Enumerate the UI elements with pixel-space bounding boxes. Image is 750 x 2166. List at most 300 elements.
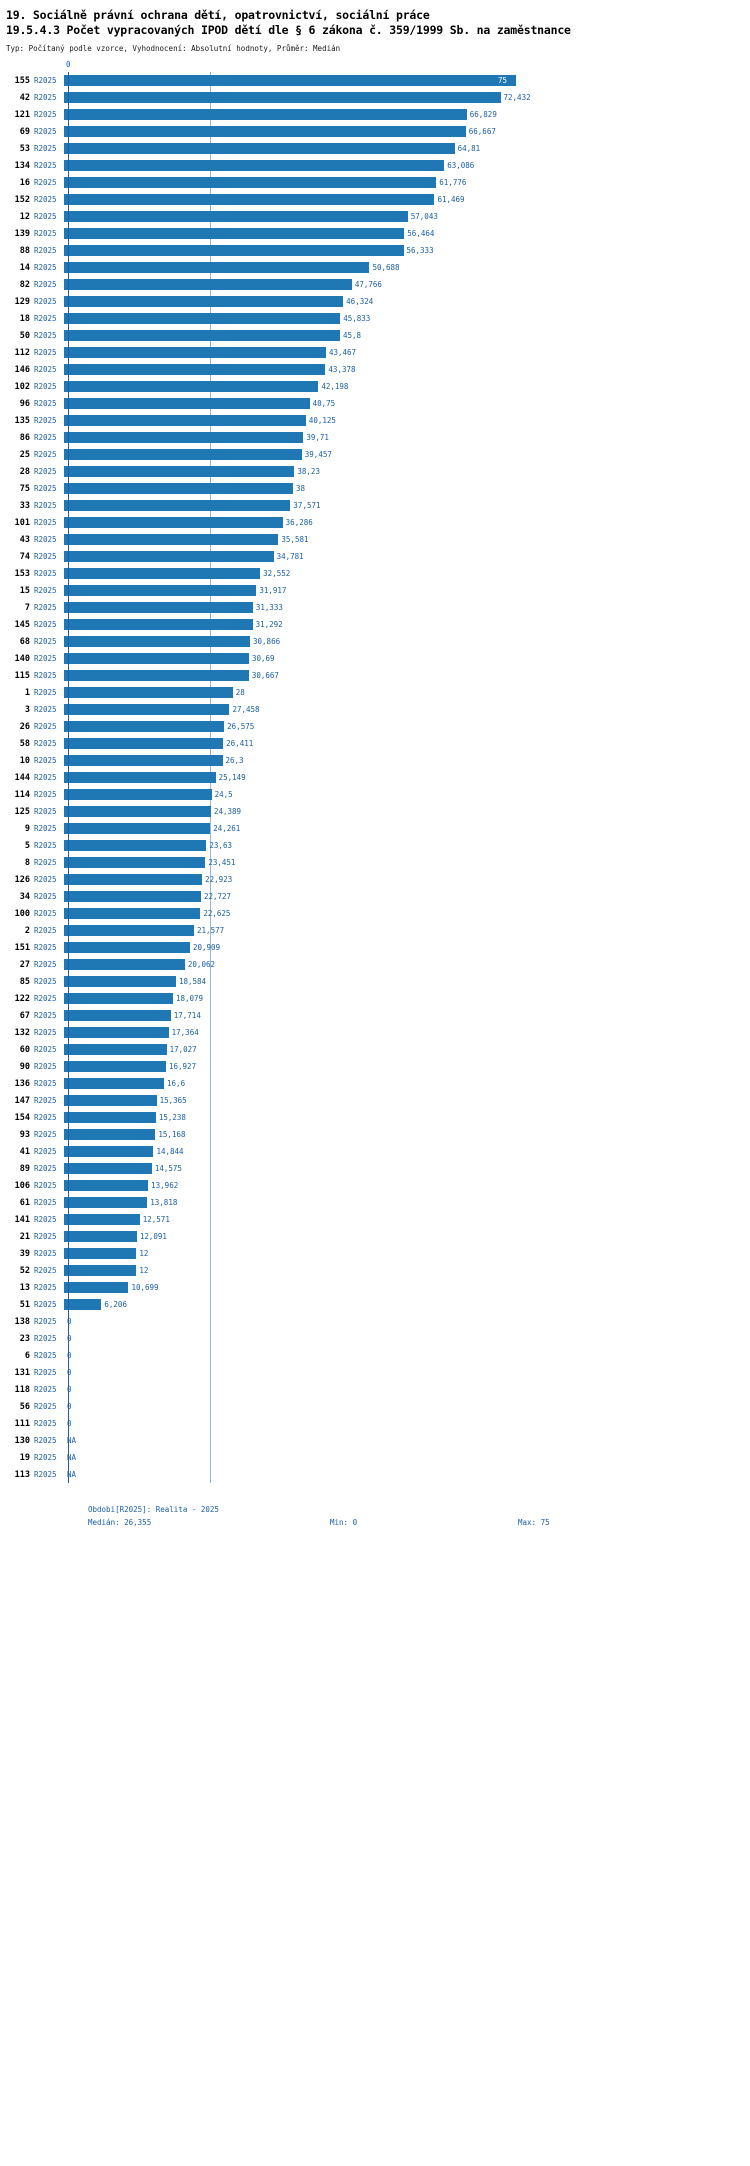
- bar: [64, 211, 408, 222]
- bar-category-label: 125: [14, 806, 30, 817]
- bar-value-label: 34,781: [276, 552, 304, 561]
- bar-row: [0, 786, 750, 803]
- bar: [64, 160, 444, 171]
- bar-row: [0, 820, 750, 837]
- bar-row: [0, 1109, 750, 1126]
- bar: [64, 653, 249, 664]
- bar-series-label: R2025: [34, 1079, 57, 1088]
- bar-row: [0, 1415, 750, 1432]
- bar-value-label: 32,552: [263, 569, 291, 578]
- bar-track: [64, 327, 750, 344]
- bar: [64, 1231, 137, 1242]
- bar-row: [0, 616, 750, 633]
- bar-series-label: R2025: [34, 790, 57, 799]
- bar-track: [64, 701, 750, 718]
- bar-category-label: 115: [14, 670, 30, 681]
- bar-row: [0, 1058, 750, 1075]
- bar-value-label: 46,324: [346, 297, 374, 306]
- bar: [64, 636, 250, 647]
- bar-value-label: 12,571: [142, 1215, 170, 1224]
- bar-series-label: R2025: [34, 841, 57, 850]
- bar-row: [0, 191, 750, 208]
- bar-value-label: 6,206: [104, 1300, 127, 1309]
- bar: [64, 330, 340, 341]
- bar-category-label: 19: [19, 1452, 30, 1463]
- bar-category-label: 135: [14, 415, 30, 426]
- bar-series-label: R2025: [34, 688, 57, 697]
- bar-category-label: 68: [19, 636, 30, 647]
- bar-track: [64, 922, 750, 939]
- bar-value-label: 16,6: [167, 1079, 186, 1088]
- bar-category-label: 153: [14, 568, 30, 579]
- bar-category-label: 43: [19, 534, 30, 545]
- bar-value-label: 21,577: [197, 926, 225, 935]
- bar-row: [0, 1330, 750, 1347]
- bar-value-label: 28: [235, 688, 245, 697]
- bar: [64, 1248, 136, 1259]
- chart-header: [0, 0, 750, 54]
- bar: [64, 1197, 147, 1208]
- bar-row: [0, 922, 750, 939]
- min-label: Min: 0: [330, 1518, 358, 1527]
- bar-row: [0, 650, 750, 667]
- bar-category-label: 52: [19, 1265, 30, 1276]
- bar: [64, 704, 229, 715]
- bar-track: [64, 1381, 750, 1398]
- bar-value-label: 75: [498, 76, 508, 85]
- bar-series-label: R2025: [34, 1470, 57, 1479]
- bar-row: [0, 752, 750, 769]
- bar: [64, 942, 190, 953]
- bar: [64, 602, 253, 613]
- bar-value-label: 0: [67, 1334, 72, 1343]
- bar-track: [64, 769, 750, 786]
- bar-category-label: 118: [14, 1384, 30, 1395]
- bar-category-label: 5: [24, 840, 30, 851]
- bar-track: [64, 1449, 750, 1466]
- bar-track: [64, 208, 750, 225]
- bar-track: [64, 1347, 750, 1364]
- bar-track: [64, 1143, 750, 1160]
- bar-row: [0, 905, 750, 922]
- bar-row: [0, 259, 750, 276]
- bar-track: [64, 1364, 750, 1381]
- bar-series-label: R2025: [34, 960, 57, 969]
- bar-value-label: 39,457: [304, 450, 332, 459]
- x-axis-ticks: [0, 60, 750, 72]
- bar: [64, 670, 249, 681]
- bar-value-label: 15,365: [159, 1096, 187, 1105]
- bar-value-label: 15,168: [158, 1130, 186, 1139]
- bar: [64, 92, 501, 103]
- bar-series-label: R2025: [34, 824, 57, 833]
- bar: [64, 1146, 153, 1157]
- bar-value-label: 38: [296, 484, 306, 493]
- bar-value-label: 12: [139, 1249, 149, 1258]
- bar: [64, 245, 404, 256]
- bar-track: [64, 1415, 750, 1432]
- bar-row: [0, 123, 750, 140]
- bar-series-label: R2025: [34, 399, 57, 408]
- bar-row: [0, 276, 750, 293]
- bar-row: [0, 395, 750, 412]
- bar-track: [64, 191, 750, 208]
- bar-category-label: 33: [19, 500, 30, 511]
- bar-series-label: R2025: [34, 892, 57, 901]
- bar-category-label: 132: [14, 1027, 30, 1038]
- bar-value-label: 25,149: [218, 773, 246, 782]
- bar-row: [0, 446, 750, 463]
- bar-row: [0, 480, 750, 497]
- bar-category-label: 50: [19, 330, 30, 341]
- bar-value-label: 20,909: [193, 943, 221, 952]
- bar-value-label: 40,125: [308, 416, 336, 425]
- bar-category-label: 15: [19, 585, 30, 596]
- bar-track: [64, 1296, 750, 1313]
- bar-value-label: 20,062: [187, 960, 215, 969]
- bar-track: [64, 548, 750, 565]
- bar: [64, 891, 201, 902]
- bar-row: [0, 140, 750, 157]
- bar-row: [0, 990, 750, 1007]
- bar-category-label: 53: [19, 143, 30, 154]
- bar: [64, 534, 278, 545]
- bar-series-label: R2025: [34, 161, 57, 170]
- bar: [64, 806, 211, 817]
- bar-row: [0, 939, 750, 956]
- bar: [64, 789, 212, 800]
- bar-track: [64, 854, 750, 871]
- bar-series-label: R2025: [34, 263, 57, 272]
- bar-row: [0, 1364, 750, 1381]
- bar-value-label: 15,238: [158, 1113, 186, 1122]
- bar-value-label: 43,467: [328, 348, 357, 357]
- bar: [64, 1095, 157, 1106]
- bar-row: [0, 1177, 750, 1194]
- bar-category-label: 58: [19, 738, 30, 749]
- bar-value-label: 22,923: [205, 875, 233, 884]
- bar-track: [64, 1041, 750, 1058]
- bar-series-label: R2025: [34, 569, 57, 578]
- bar-row: [0, 684, 750, 701]
- bar-value-label: NA: [67, 1436, 77, 1445]
- bar-category-label: 93: [19, 1129, 30, 1140]
- bar-row: [0, 565, 750, 582]
- bar-series-label: R2025: [34, 93, 57, 102]
- bar-value-label: 0: [67, 1317, 72, 1326]
- bar-series-label: R2025: [34, 1164, 57, 1173]
- bar-track: [64, 276, 750, 293]
- bar: [64, 1265, 136, 1276]
- bar-track: [64, 1194, 750, 1211]
- bar: [64, 925, 194, 936]
- bar-row: [0, 973, 750, 990]
- bar-category-label: 96: [19, 398, 30, 409]
- bar-value-label: 37,571: [293, 501, 321, 510]
- page-title-line2: 19.5.4.3 Počet vypracovaných IPOD dětí dle § 6 zákona č. 359/1999 Sb. na zaměstnance: [6, 23, 571, 37]
- bar-row: [0, 1466, 750, 1483]
- bar-series-label: R2025: [34, 1368, 57, 1377]
- bar-value-label: 27,458: [232, 705, 260, 714]
- bar-track: [64, 1313, 750, 1330]
- bar: [64, 687, 233, 698]
- bar-track: [64, 531, 750, 548]
- bar-value-label: 30,667: [251, 671, 279, 680]
- bar-value-label: 0: [67, 1368, 72, 1377]
- bar-value-label: 45,833: [343, 314, 371, 323]
- bar-series-label: R2025: [34, 1334, 57, 1343]
- bar-row: [0, 837, 750, 854]
- bar-track: [64, 1160, 750, 1177]
- bar-track: [64, 956, 750, 973]
- bar-track: [64, 905, 750, 922]
- bar-series-label: R2025: [34, 603, 57, 612]
- bar-value-label: 23,63: [209, 841, 232, 850]
- bar-track: [64, 786, 750, 803]
- bar-category-label: 144: [14, 772, 30, 783]
- bar-series-label: R2025: [34, 110, 57, 119]
- bar-value-label: 24,389: [213, 807, 242, 816]
- bar: [64, 517, 283, 528]
- bar: [64, 993, 173, 1004]
- bar-track: [64, 1109, 750, 1126]
- bar-value-label: 61,469: [437, 195, 465, 204]
- bar: [64, 1282, 128, 1293]
- bar-category-label: 151: [14, 942, 30, 953]
- bar: [64, 857, 205, 868]
- bar-track: [64, 1330, 750, 1347]
- bar-category-label: 23: [19, 1333, 30, 1344]
- bar-category-label: 6: [24, 1350, 30, 1361]
- bar: [64, 1129, 155, 1140]
- bar-track: [64, 225, 750, 242]
- bar-row: [0, 1228, 750, 1245]
- bar-value-label: 66,667: [468, 127, 496, 136]
- bar-category-label: 152: [14, 194, 30, 205]
- bar-track: [64, 837, 750, 854]
- stats-row: [88, 1516, 740, 1529]
- bar-series-label: R2025: [34, 297, 57, 306]
- bar: [64, 313, 340, 324]
- bar: [64, 840, 206, 851]
- bar-series-label: R2025: [34, 1266, 57, 1275]
- bar-value-label: 26,3: [225, 756, 244, 765]
- bar-value-label: 45,8: [343, 331, 362, 340]
- x-axis-tick-0: 0: [66, 60, 71, 69]
- bar: [64, 279, 352, 290]
- bar-category-label: 2: [24, 925, 30, 936]
- bar-category-label: 12: [19, 211, 30, 222]
- bar-track: [64, 650, 750, 667]
- bar-series-label: R2025: [34, 586, 57, 595]
- bar-series-label: R2025: [34, 433, 57, 442]
- bar-series-label: R2025: [34, 943, 57, 952]
- bar-track: [64, 1075, 750, 1092]
- bar-track: [64, 1092, 750, 1109]
- bar-track: [64, 1398, 750, 1415]
- bar-series-label: R2025: [34, 1232, 57, 1241]
- bar-value-label: 14,844: [156, 1147, 184, 1156]
- bar-track: [64, 718, 750, 735]
- bar-category-label: 61: [19, 1197, 30, 1208]
- bar-series-label: R2025: [34, 773, 57, 782]
- bar-series-label: R2025: [34, 127, 57, 136]
- bar: [64, 194, 434, 205]
- bar-category-label: 74: [19, 551, 30, 562]
- bar-track: [64, 412, 750, 429]
- bar-row: [0, 208, 750, 225]
- bar-series-label: R2025: [34, 1181, 57, 1190]
- bar-track: [64, 89, 750, 106]
- bar-series-label: R2025: [34, 722, 57, 731]
- bar: [64, 432, 303, 443]
- bar-category-label: 111: [14, 1418, 30, 1429]
- bar-series-label: R2025: [34, 807, 57, 816]
- bar-row: [0, 310, 750, 327]
- bar-series-label: R2025: [34, 1028, 57, 1037]
- bar-row: [0, 1075, 750, 1092]
- bar-value-label: 35,581: [281, 535, 309, 544]
- bar: [64, 1163, 152, 1174]
- bar-series-label: R2025: [34, 1385, 57, 1394]
- bar-track: [64, 157, 750, 174]
- bar-value-label: 40,75: [312, 399, 336, 408]
- bar-category-label: 112: [14, 347, 30, 358]
- bar-value-label: 30,866: [253, 637, 281, 646]
- bar-value-label: 57,043: [410, 212, 438, 221]
- bar: [64, 772, 216, 783]
- bar-row: [0, 429, 750, 446]
- bar-value-label: 23,451: [208, 858, 236, 867]
- bar-series-label: R2025: [34, 875, 57, 884]
- bar-category-label: 13: [19, 1282, 30, 1293]
- bar-row: [0, 633, 750, 650]
- bar: [64, 551, 274, 562]
- bar-track: [64, 939, 750, 956]
- bar-category-label: 86: [19, 432, 30, 443]
- bar-series-label: R2025: [34, 1402, 57, 1411]
- bar-track: [64, 463, 750, 480]
- bar-category-label: 89: [19, 1163, 30, 1174]
- bar: [64, 109, 467, 120]
- bar-row: [0, 225, 750, 242]
- bar-value-label: 16,927: [169, 1062, 197, 1071]
- y-axis-line: [68, 72, 69, 1483]
- bar-category-label: 3: [24, 704, 30, 715]
- bar-track: [64, 310, 750, 327]
- bar-track: [64, 735, 750, 752]
- bar-series-label: R2025: [34, 1419, 57, 1428]
- bar-series-label: R2025: [34, 1436, 57, 1445]
- bar: [64, 1299, 101, 1310]
- bar-row: [0, 1432, 750, 1449]
- bar-value-label: 39,71: [306, 433, 329, 442]
- bar-value-label: 31,917: [259, 586, 287, 595]
- bar-category-label: 26: [19, 721, 30, 732]
- bar-track: [64, 752, 750, 769]
- bar: [64, 755, 223, 766]
- bar-category-label: 85: [19, 976, 30, 987]
- bar: [64, 874, 202, 885]
- bar-category-label: 14: [19, 262, 30, 273]
- bar-track: [64, 1058, 750, 1075]
- bar-row: [0, 1398, 750, 1415]
- bar: [64, 500, 290, 511]
- bar-value-label: NA: [67, 1453, 77, 1462]
- bar-row: [0, 854, 750, 871]
- bar-track: [64, 123, 750, 140]
- bar-series-label: R2025: [34, 926, 57, 935]
- bar-series-label: R2025: [34, 76, 57, 85]
- bar-series-label: R2025: [34, 1453, 57, 1462]
- bar-series-label: R2025: [34, 1351, 57, 1360]
- bar-row: [0, 1279, 750, 1296]
- bar-series-label: R2025: [34, 518, 57, 527]
- bar-category-label: 1: [24, 687, 30, 698]
- bar-row: [0, 667, 750, 684]
- bar-track: [64, 361, 750, 378]
- bar-row: [0, 1449, 750, 1466]
- bar-track: [64, 633, 750, 650]
- max-label: Max: 75: [518, 1518, 550, 1527]
- bar: [64, 585, 256, 596]
- bar-series-label: R2025: [34, 637, 57, 646]
- bar-series-label: R2025: [34, 229, 57, 238]
- bar-row: [0, 1126, 750, 1143]
- bar-track: [64, 871, 750, 888]
- bar-series-label: R2025: [34, 348, 57, 357]
- bar: [64, 449, 302, 460]
- plot-area: [0, 72, 750, 1483]
- bar-row: [0, 1381, 750, 1398]
- bar-track: [64, 72, 750, 89]
- bar-row: [0, 1143, 750, 1160]
- chart-subtitle: Typ: Počítaný podle vzorce, Vyhodnocení: Absolutní hodnoty, Průměr: Medián: [6, 44, 341, 53]
- bar-series-label: R2025: [34, 1215, 57, 1224]
- bar-category-label: 18: [19, 313, 30, 324]
- bar-category-label: 140: [14, 653, 30, 664]
- bar: [64, 1112, 156, 1123]
- bar-value-label: 26,575: [227, 722, 255, 731]
- bar-value-label: 56,333: [406, 246, 434, 255]
- bar-category-label: 101: [14, 517, 30, 528]
- bar-value-label: 22,727: [203, 892, 232, 901]
- bar-series-label: R2025: [34, 1317, 57, 1326]
- bar-track: [64, 1024, 750, 1041]
- bar-track: [64, 446, 750, 463]
- bar-track: [64, 480, 750, 497]
- bar-category-label: 67: [19, 1010, 30, 1021]
- bar-category-label: 122: [14, 993, 30, 1004]
- bar-category-label: 51: [19, 1299, 30, 1310]
- bar-series-label: R2025: [34, 246, 57, 255]
- bar: [64, 1078, 164, 1089]
- bar-category-label: 21: [19, 1231, 30, 1242]
- bar-track: [64, 259, 750, 276]
- bar-row: [0, 1194, 750, 1211]
- bar-series-label: R2025: [34, 705, 57, 714]
- bar: [64, 177, 436, 188]
- bar-track: [64, 582, 750, 599]
- bar-value-label: 63,086: [447, 161, 475, 170]
- bar-value-label: 13,962: [151, 1181, 179, 1190]
- bar-value-label: 0: [67, 1402, 72, 1411]
- bar-track: [64, 820, 750, 837]
- bar-series-label: R2025: [34, 552, 57, 561]
- bar-category-label: 100: [14, 908, 30, 919]
- bar: [64, 347, 326, 358]
- bar-series-label: R2025: [34, 756, 57, 765]
